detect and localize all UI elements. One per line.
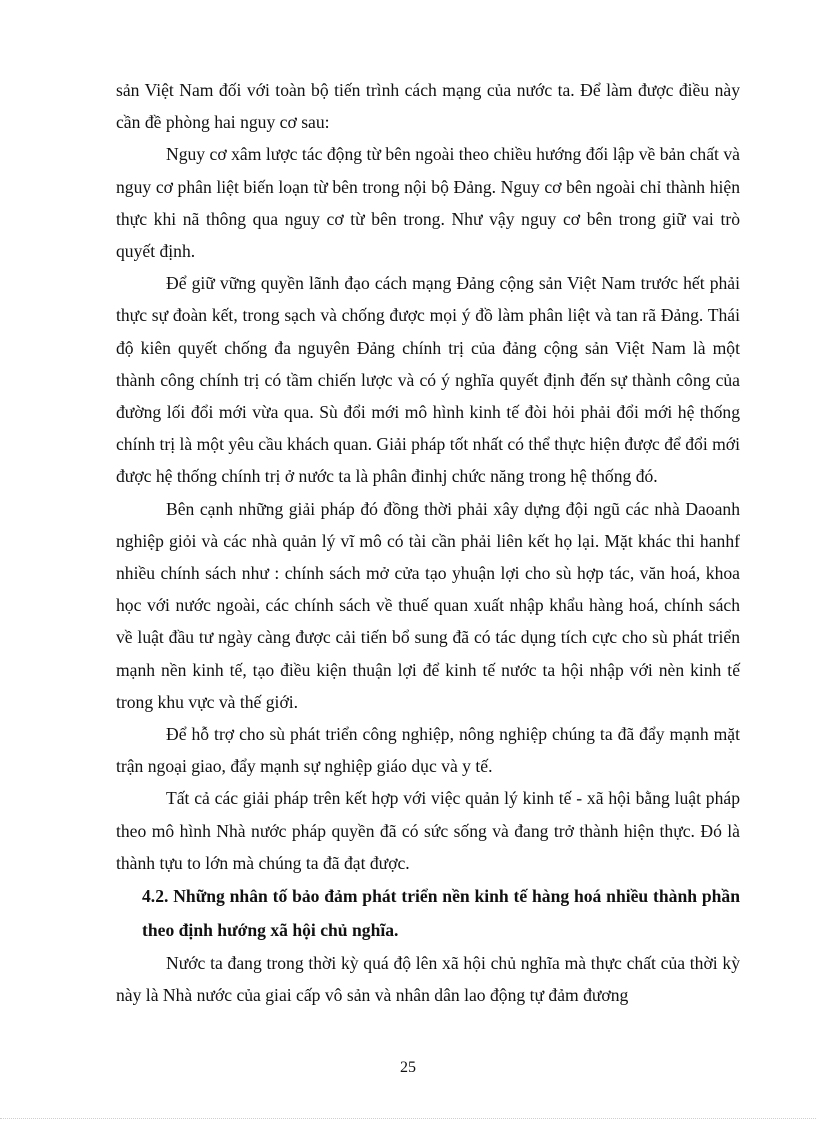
paragraph-transition-period: Nước ta đang trong thời kỳ quá độ lên xã hội chủ nghĩa mà thực chất của thời kỳ này là Nhà nước của giai cấp vô sản và nhân dân lao động tự đảm đương xyxy=(116,953,740,1006)
page-bottom-divider xyxy=(0,1118,816,1119)
paragraph-policies: Bên cạnh những giải pháp đó đồng thời phải xây dựng đội ngũ các nhà Daoanh nghiệp giỏi và các nhà quản lý vĩ mô có tài cần phải liên kết họ lại. Mặt khác thi hanhf nhiều chính sách như : chính sách mở cửa tạo yhuận lợi cho sù hợp tác, văn hoá, khoa học với nước ngoài, các chính sách về thuế quan xuất nhập khẩu hàng hoá, chính sách về luật đầu tư ngày càng được cải tiến bổ sung đã có tác dụng tích cực cho sù phát triển mạnh nền kinh tế, tạo điều kiện thuận lợi để kinh tế nước ta hội nhập với nèn kinh tế trong khu vực và thế giới. xyxy=(116,498,740,712)
paragraph-party-leadership: Để giữ vững quyền lãnh đạo cách mạng Đảng cộng sản Việt Nam trước hết phải thực sự đoàn kết, trong sạch và chống được mọi ý đồ làm phân liệt và tan rã Đảng. Thái độ kiên quyết chống đa nguyên Đảng chính trị của đảng cộng sản Việt Nam là một thành công chính trị có tầm chiến lược và có ý nghĩa quyết định đến sự thành công của đường lối đổi mới vừa qua. Sù đổi mới mô hình kinh tế đòi hỏi phải đổi mới hệ thống chính trị là một yêu cầu khách quan. Giải pháp tốt nhất có thể thực hiện được để đổi mới được hệ thống chính trị ở nước ta là phân đinhj chức năng trong hệ thống đó. xyxy=(116,273,740,487)
page-number: 25 xyxy=(400,1059,416,1076)
paragraph-support-development: Để hỗ trợ cho sù phát triển công nghiệp, nông nghiệp chúng ta đã đẩy mạnh mặt trận ngoại giao, đẩy mạnh sự nghiệp giáo dục và y tế. xyxy=(116,724,740,777)
paragraph-achievements: Tất cả các giải pháp trên kết hợp với việc quản lý kinh tế - xã hội bằng luật pháp theo mô hình Nhà nước pháp quyền đã có sức sống và đang trở thành hiện thực. Đó là thành tựu to lớn mà chúng ta đã đạt được. xyxy=(116,788,740,873)
paragraph-external-internal-risks: Nguy cơ xâm lược tác động từ bên ngoài theo chiều hướng đối lập về bản chất và nguy cơ phân liệt biến loạn từ bên trong nội bộ Đảng. Nguy cơ bên ngoài chỉ thành hiện thực khi nã thông qua nguy cơ từ bên trong. Như vậy nguy cơ bên trong giữ vai trò quyết định. xyxy=(116,144,740,262)
paragraph-continuation: sản Việt Nam đối với toàn bộ tiến trình cách mạng của nước ta. Để làm được điều này cần đề phòng hai nguy cơ sau: xyxy=(116,80,740,133)
document-body xyxy=(116,74,740,1011)
section-heading-4-2: 4.2. Những nhân tố bảo đảm phát triển nền kinh tế hàng hoá nhiều thành phần theo định hướng xã hội chủ nghĩa. xyxy=(142,886,740,941)
